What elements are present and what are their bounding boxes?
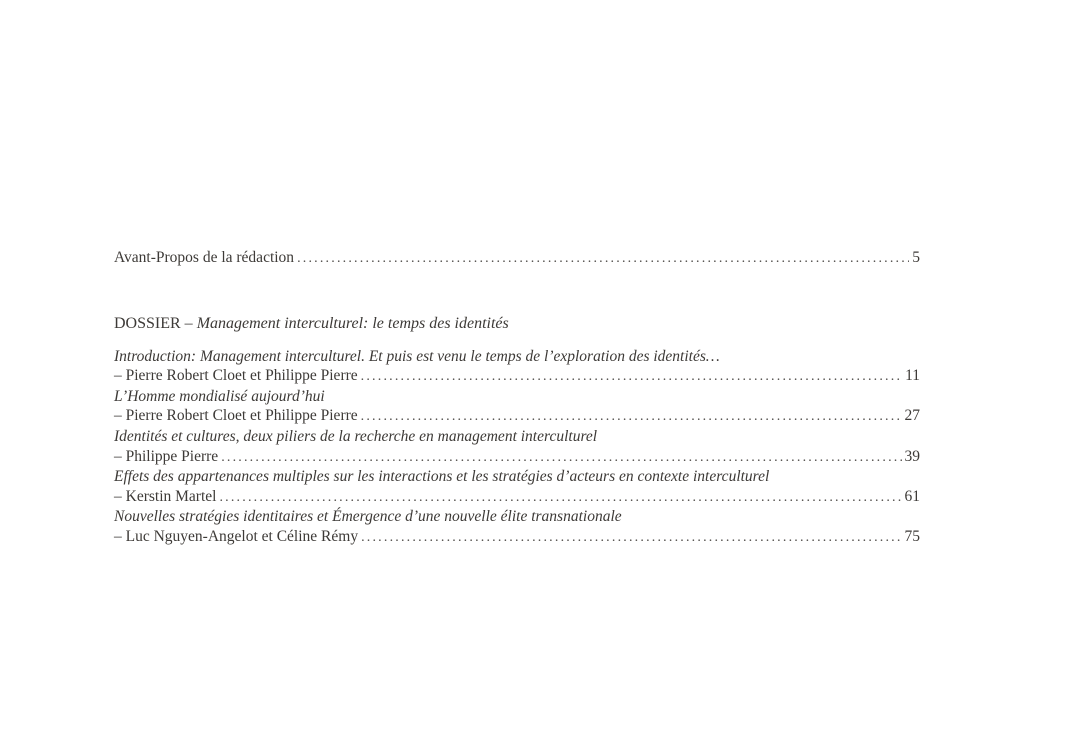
dotted-leader: [219, 487, 901, 508]
dotted-leader: [297, 248, 909, 269]
entry-page-number: 27: [904, 407, 920, 425]
entry-authors-row: [114, 447, 920, 468]
toc-entry: [114, 507, 920, 547]
entry-authors-row: [114, 366, 920, 387]
dotted-leader: [221, 447, 901, 468]
entry-authors: – Pierre Robert Cloet et Philippe Pierre: [114, 367, 358, 385]
entry-page-number: 39: [904, 447, 920, 465]
dossier-heading: [114, 314, 920, 334]
entry-authors: – Pierre Robert Cloet et Philippe Pierre: [114, 407, 358, 425]
toc-preface-row: [114, 248, 920, 269]
entry-page-number: 61: [904, 487, 920, 505]
preface-label: Avant-Propos de la rédaction: [114, 249, 295, 266]
entry-authors: – Luc Nguyen-Angelot et Céline Rémy: [114, 527, 359, 545]
entry-authors: – Kerstin Martel: [114, 487, 217, 505]
toc-entry: [114, 467, 920, 507]
entry-title: Identités et cultures, deux piliers de la recherche en management interculturel: [114, 427, 598, 445]
entry-page-number: 11: [905, 367, 920, 385]
entry-title: L’Homme mondialisé aujourd’hui: [114, 387, 325, 405]
entry-title: Effets des appartenances multiples sur les interactions et les stratégies d’acteurs en contexte interculturel: [114, 468, 770, 486]
toc-entry: [114, 387, 920, 427]
dotted-leader: [361, 366, 902, 387]
dotted-leader: [361, 406, 902, 427]
dotted-leader: [361, 527, 901, 548]
toc-entry: [114, 347, 920, 387]
entry-authors-row: [114, 406, 920, 427]
toc-entry: [114, 427, 920, 467]
entry-page-number: 75: [904, 527, 920, 545]
toc-page: [114, 248, 920, 548]
dossier-title: Management interculturel: le temps des identités: [196, 314, 509, 332]
entry-title: Nouvelles stratégies identitaires et Émergence d’une nouvelle élite transnationale: [114, 508, 622, 526]
entry-authors: – Philippe Pierre: [114, 447, 219, 465]
dossier-label: DOSSIER –: [114, 314, 197, 332]
entry-authors-row: [114, 487, 920, 508]
entry-title: Introduction: Management interculturel. Et puis est venu le temps de l’exploration des identités…: [114, 347, 720, 365]
preface-page-number: 5: [912, 249, 920, 266]
toc-entries: [114, 347, 920, 548]
entry-authors-row: [114, 527, 920, 548]
